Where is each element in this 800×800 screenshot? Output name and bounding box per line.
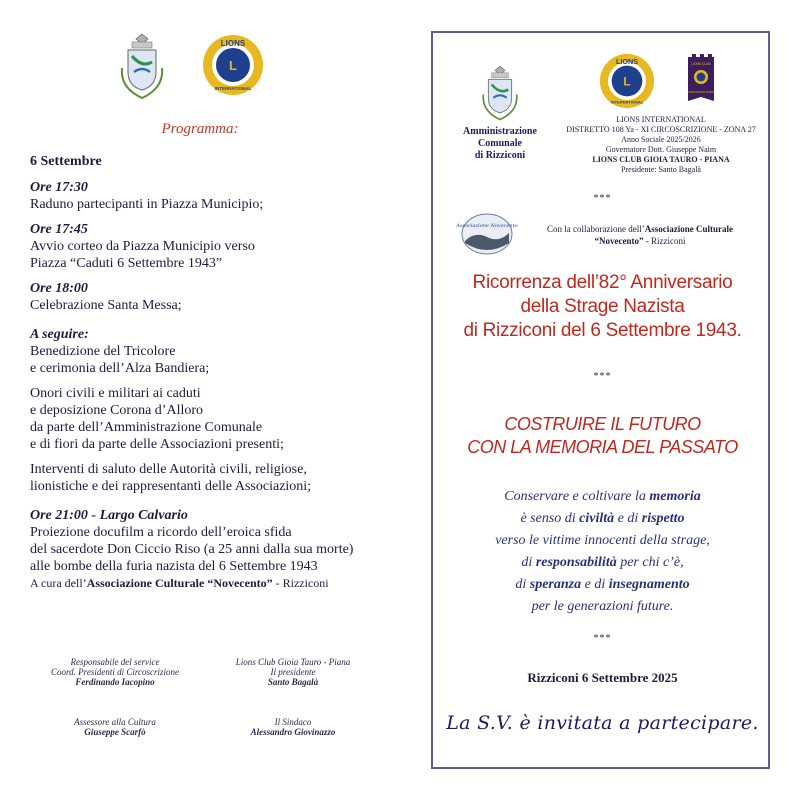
poem-line: Conservare e coltivare la memoria [504,489,701,504]
svg-text:L: L [623,75,631,89]
signature-name: Giuseppe Scarfò [84,727,146,737]
program-block-2 [30,221,390,272]
svg-text:LIONS: LIONS [615,56,639,66]
signature-sindaco [208,717,378,737]
svg-text:GIOIA TAURO PIANA: GIOIA TAURO PIANA [688,91,714,94]
event-title [433,271,772,343]
program-time: Ore 18:00 [30,281,88,296]
signature-role: Il presidente [270,667,316,677]
poem-line: di responsabilità per chi c’è, [521,555,684,570]
program-block-5 [30,385,390,453]
svg-text:LIONS: LIONS [220,39,246,48]
event-date: Rizziconi 6 Settembre 2025 [527,670,678,685]
program-time: Ore 17:30 [30,180,88,195]
program-block-6 [30,461,390,495]
program-line: Raduno partecipanti in Piazza Municipio; [30,197,264,212]
invitation-panel [431,31,770,769]
program-line: Avvio corteo da Piazza Municipio verso [30,239,255,254]
note-suffix: - Rizziconi [272,576,329,590]
separator-stars: *** [593,193,612,204]
event-title-line: della Strage Nazista [520,296,685,317]
program-line: Celebrazione Santa Messa; [30,298,182,313]
separator-stars: *** [593,371,612,382]
poem-line: verso le vittime innocenti della strage, [495,533,710,548]
lions-info-line: Anno Sociale 2025/2026 [621,135,701,144]
lions-club-banner-icon [686,53,716,105]
amministrazione-line: Comunale [478,138,522,149]
poem-line: per le generazioni future. [531,599,674,614]
amministrazione-line: di Rizziconi [474,150,526,161]
lions-logo-icon [599,53,655,109]
assoc-prefix: Con la collaborazione dell’ [547,224,645,234]
poem-line: di speranza e di insegnamento [515,577,690,592]
program-line: del sacerdote Don Ciccio Riso (a 25 anni dalla sua morte) [30,542,354,557]
svg-text:L: L [229,58,237,73]
programma-heading: Programma: [161,121,239,137]
program-line: e cerimonia dell’Alza Bandiera; [30,361,210,376]
program-line: alle bombe della furia nazista del 6 Settembre 1943 [30,559,318,574]
motto-line: COSTRUIRE IL FUTURO [504,414,701,434]
comune-crest-icon [118,28,166,102]
collaborazione-text [525,223,755,247]
program-line: Proiezione docufilm a ricordo dell’eroica sfida [30,525,292,540]
program-line: lionistiche e dei rappresentanti delle Associazioni; [30,479,312,494]
lions-info-line: Governatore Dott. Giuseppe Naim [605,145,717,154]
separator-stars: *** [593,633,612,644]
signature-role: Lions Club Gioia Tauro - Piana [235,657,351,667]
program-note [30,575,390,592]
program-block-4 [30,326,390,377]
left-logos [118,28,264,102]
svg-text:INTERNATIONAL: INTERNATIONAL [610,99,644,105]
amministrazione-line: Amministrazione [463,126,537,137]
svg-text:INTERNATIONAL: INTERNATIONAL [214,86,252,91]
signature-role: Il Sindaco [274,717,312,727]
motto-line: CON LA MEMORIA DEL PASSATO [467,437,738,457]
program-list [30,153,390,600]
signature-service [30,657,200,687]
signature-lions [208,657,378,687]
signature-name: Santo Bagalà [267,677,319,687]
signature-name: Alessandro Giovinazzo [250,727,336,737]
poem-text [433,486,772,618]
signature-role: Responsabile del service [70,657,160,667]
program-time: Ore 21:00 - Largo Calvario [30,508,188,523]
program-line: da parte dell’Amministrazione Comunale [30,420,263,435]
comune-crest-icon [480,61,520,123]
lions-presidente: Presidente: Santo Bagalà [621,165,701,174]
program-time: Ore 17:45 [30,222,88,237]
signature-role: Coord. Presidenti di Circoscrizione [51,667,179,677]
program-time: A seguire: [30,327,89,342]
program-block-1 [30,179,390,213]
program-line: e deposizione Corona d’Alloro [30,403,204,418]
lions-club-name: LIONS CLUB GIOIA TAURO - PIANA [592,155,730,164]
assoc-suffix: - Rizziconi [643,236,686,246]
amministrazione-label [445,126,555,162]
svg-text:LIONS CLUB: LIONS CLUB [691,62,711,66]
program-line: Onori civili e militari ai caduti [30,386,201,401]
event-title-line: di Rizziconi del 6 Settembre 1943. [463,320,742,341]
event-title-line: Ricorrenza dell’82° Anniversario [472,272,733,293]
assoc-bold: “Novecento” [594,236,644,246]
note-prefix: A cura dell’ [30,576,87,590]
note-bold: Associazione Culturale “Novecento” [86,576,273,590]
motto [433,413,772,459]
signature-name: Ferdinando Iacopino [75,677,155,687]
signature-assessore [30,717,200,737]
assoc-bold: Associazione Culturale [644,224,733,234]
program-line: Interventi di saluto delle Autorità civili, religiose, [30,462,307,477]
svg-text:Associazione Novecento: Associazione Novecento [456,223,518,229]
program-block-7 [30,507,390,592]
lions-logo-icon [202,34,264,96]
invitation-line: La S.V. è invitata a partecipare. [446,712,759,734]
program-line: Benedizione del Tricolore [30,344,176,359]
lions-info-line: LIONS INTERNATIONAL [616,115,706,124]
poem-line: è senso di civiltà e di rispetto [520,511,685,526]
lions-info [555,115,767,175]
lions-info-line: DISTRETTO 108 Ya - XI CIRCOSCRIZIONE - ZONA 27 [566,125,756,134]
program-line: e di fiori da parte delle Associazioni presenti; [30,437,284,452]
program-block-3 [30,280,390,314]
program-line: Piazza “Caduti 6 Settembre 1943” [30,256,223,271]
signature-role: Assessore alla Cultura [74,717,156,727]
program-date: 6 Settembre [30,154,102,169]
associazione-novecento-logo-icon [456,213,518,255]
